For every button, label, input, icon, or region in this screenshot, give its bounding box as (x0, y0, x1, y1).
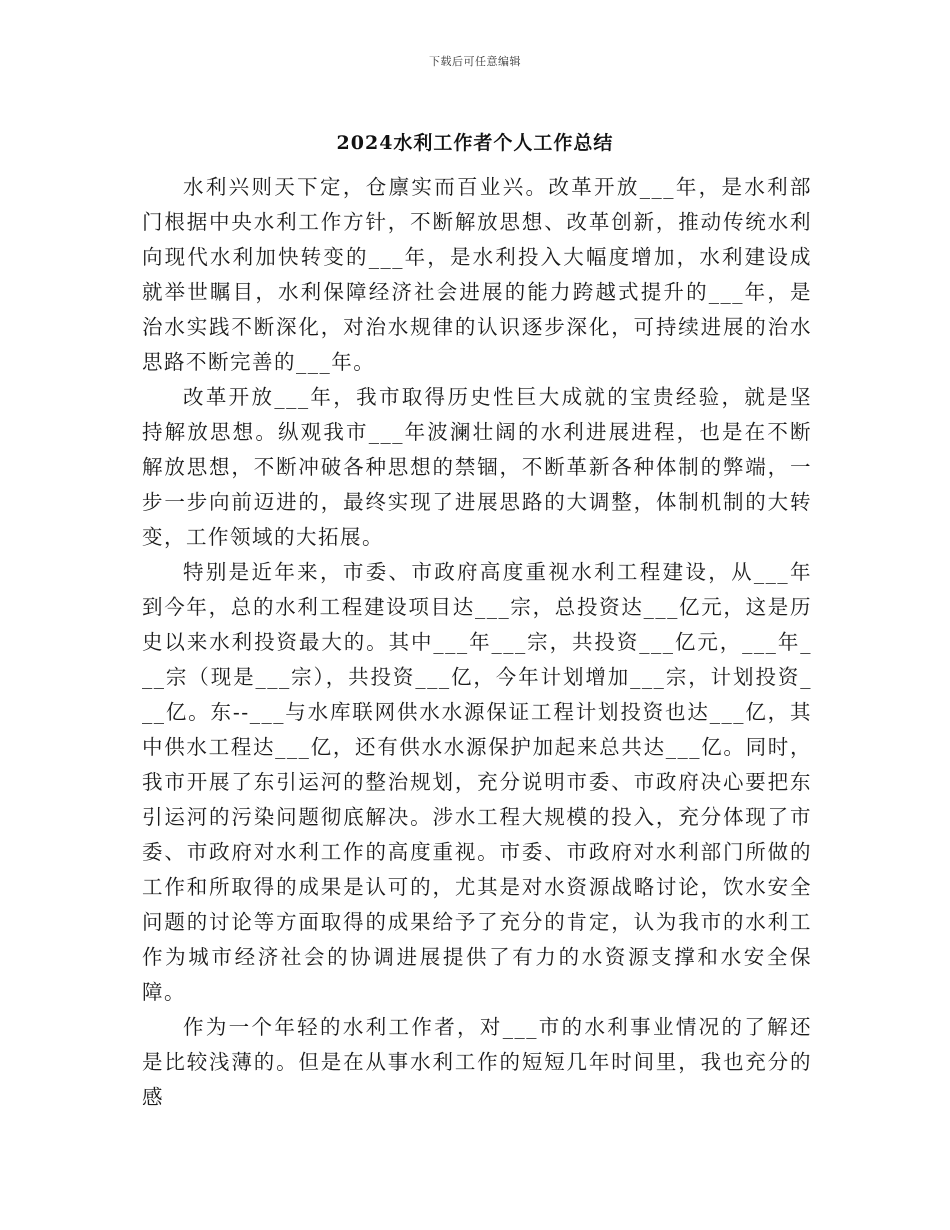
paragraph-2: 改革开放___年，我市取得历史性巨大成就的宝贵经验，就是坚持解放思想。纵观我市___年波澜壮阔的水利进展进程，也是在不断解放思想，不断冲破各种思想的禁锢，不断革新各种体制的弊端，一步一步向前迈进的，最终实现了进展思路的大调整，体制机制的大转变，工作领域的大拓展。 (142, 385, 812, 549)
header-note: 下载后可任意编辑 (429, 55, 521, 68)
document-body (142, 170, 812, 1115)
paragraph-4: 作为一个年轻的水利工作者，对___市的水利事业情况的了解还是比较浅薄的。但是在从事水利工作的短短几年时间里，我也充分的感 (142, 1015, 812, 1109)
paragraph-3: 特别是近年来，市委、市政府高度重视水利工程建设，从___年到今年，总的水利工程建设项目达___宗，总投资达___亿元，这是历史以来水利投资最大的。其中___年___宗，共投资___亿元，___年___宗（现是___宗），共投资___亿，今年计划增加___宗，计划投资___亿。东--___与水库联网供水水源保证工程计划投资也达___亿，其中供水工程达___亿，还有供水水源保护加起来总共达___亿。同时，我市开展了东引运河的整治规划，充分说明市委、市政府决心要把东引运河的污染问题彻底解决。涉水工程大规模的投入，充分体现了市委、市政府对水利工作的高度重视。市委、市政府对水利部门所做的工作和所取得的成果是认可的，尤其是对水资源战略讨论，饮水安全问题的讨论等方面取得的成果给予了充分的肯定，认为我市的水利工作为城市经济社会的协调进展提供了有力的水资源支撑和水安全保障。 (142, 560, 812, 1004)
paragraph-1: 水利兴则天下定，仓廪实而百业兴。改革开放___年，是水利部门根据中央水利工作方针，不断解放思想、改革创新，推动传统水利向现代水利加快转变的___年，是水利投入大幅度增加，水利建设成就举世瞩目，水利保障经济社会进展的能力跨越式提升的___年，是治水实践不断深化，对治水规律的认识逐步深化，可持续进展的治水思路不断完善的___年。 (142, 175, 812, 374)
document-title: 2024水利工作者个人工作总结 (336, 132, 614, 154)
